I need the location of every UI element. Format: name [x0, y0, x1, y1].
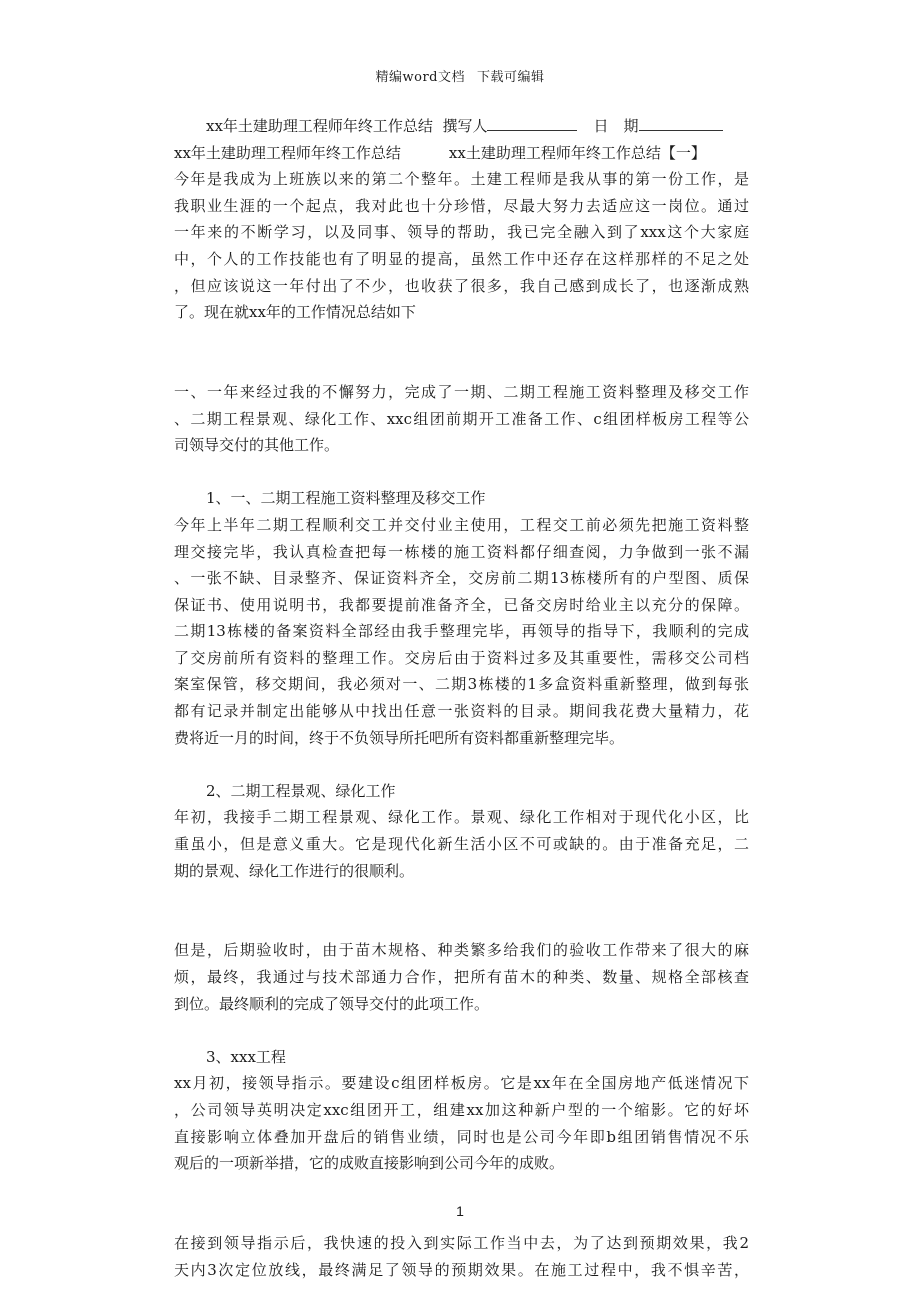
text-line: 烦，最终，我通过与技术部通力合作，把所有苗木的种类、数量、规格全部核查 — [174, 968, 749, 986]
text-line: 今年上半年二期工程顺利交工并交付业主使用，工程交工前必须先把施工资料整 — [174, 515, 749, 534]
text-line: ，公司领导英明决定xxc组团开工，组建xx加这种新户型的一个缩影。它的好坏 — [174, 1100, 749, 1119]
text-line: xx月初，接领导指示。要建设c组团样板房。它是xx年在全国房地产低迷情况下 — [174, 1074, 749, 1093]
text-line: 费将近一月的时间，终于不负领导所托吧所有资料都重新整理完毕。 — [174, 728, 625, 747]
text-line: 一年来的不断学习，以及同事、领导的帮助，我已完全融入到了xxx这个大家庭 — [174, 223, 749, 242]
text-line: 案室保管，移交期间，我必须对一、二期3栋楼的1多盒资料重新整理，做到每张 — [174, 675, 749, 694]
page-number: 1 — [456, 1203, 464, 1219]
item-2-heading: 2、二期工程景观、绿化工作 — [206, 781, 396, 800]
text-line: 直接影响立体叠加开盘后的销售业绩，同时也是公司今年即b组团销售情况不乐 — [174, 1127, 749, 1146]
text-line: 二期13栋楼的备案资料全部经由我手整理完毕，再领导的指导下，我顺利的完成 — [174, 622, 749, 641]
header-right-text: 下载可编辑 — [476, 70, 545, 85]
text-line: 一、一年来经过我的不懈努力，完成了一期、二期工程施工资料整理及移交工作 — [174, 382, 749, 401]
text-line: 司领导交付的其他工作。 — [174, 436, 340, 455]
item-2b-paragraph — [174, 937, 749, 1017]
spacer — [174, 459, 749, 486]
item-2-paragraph — [174, 804, 749, 884]
item-1-paragraph — [174, 512, 749, 751]
page-header — [0, 66, 920, 85]
subtitle-left: xx年土建助理工程师年终工作总结 — [174, 143, 401, 162]
text-line: 观后的一项新举措，它的成败直接影响到公司今年的成败。 — [174, 1154, 565, 1173]
subtitle-right: xx土建助理工程师年终工作总结【一】 — [448, 143, 706, 162]
spacer — [174, 1017, 749, 1044]
author-label: 撰写人 — [442, 117, 488, 135]
text-line: 期的景观、绿化工作进行的很顺利。 — [174, 861, 415, 880]
document-body — [174, 113, 749, 1283]
text-line: 到位。最终顺利的完成了领导交付的此项工作。 — [174, 994, 490, 1013]
text-line: 、一张不缺、目录整齐、保证资料齐全，交房前二期13栋楼所有的户型图、质保 — [174, 569, 749, 588]
spacer — [174, 326, 749, 379]
date-blank — [639, 114, 723, 131]
item-1-heading: 1、一、二期工程施工资料整理及移交工作 — [206, 489, 486, 508]
header-left-text: 精编word文档 — [375, 70, 465, 85]
intro-paragraph — [174, 166, 749, 326]
section-1-paragraph — [174, 379, 749, 459]
spacer — [174, 884, 749, 937]
subtitle-line — [174, 140, 749, 167]
text-line: 中，个人的工作技能也有了明显的提高，虽然工作中还存在这样那样的不足之处 — [174, 249, 749, 268]
document-title: xx年土建助理工程师年终工作总结 — [206, 117, 433, 135]
item-3-paragraph — [174, 1070, 749, 1176]
date-label: 日 期 — [593, 117, 639, 135]
text-line: 年初，我接手二期工程景观、绿化工作。景观、绿化工作相对于现代化小区，比 — [174, 808, 749, 827]
item-3b-paragraph — [174, 1230, 749, 1283]
text-line: 在接到领导指示后，我快速的投入到实际工作当中去，为了达到预期效果，我2 — [174, 1233, 749, 1252]
text-line: ，但应该说这一年付出了不少，也收获了很多，我自己感到成长了，也逐渐成熟 — [174, 276, 749, 295]
text-line: 今年是我成为上班族以来的第二个整年。土建工程师是我从事的第一份工作，是 — [174, 170, 749, 189]
text-line: 重虽小，但是意义重大。它是现代化新生活小区不可或缺的。由于准备充足，二 — [174, 835, 749, 854]
text-line: 了。现在就xx年的工作情况总结如下 — [174, 303, 416, 322]
text-line: 都有记录并制定出能够从中找出任意一张资料的目录。期间我花费大量精力，花 — [174, 702, 749, 721]
spacer — [174, 751, 749, 778]
text-line: 保证书、使用说明书，我都要提前准备齐全，已备交房时给业主以充分的保障。 — [174, 595, 749, 614]
author-blank — [487, 114, 577, 131]
text-line: 理交接完毕，我认真检查把每一栋楼的施工资料都仔细查阅，力争做到一张不漏 — [174, 542, 749, 561]
title-line — [174, 113, 749, 140]
text-line: 我职业生涯的一个起点，我对此也十分珍惜，尽最大努力去适应这一岗位。通过 — [174, 196, 749, 215]
text-line: 、二期工程景观、绿化工作、xxc组团前期开工准备工作、c组团样板房工程等公 — [174, 409, 749, 428]
text-line: 天内3次定位放线，最终满足了领导的预期效果。在施工过程中，我不惧辛苦， — [174, 1260, 749, 1279]
item-3-heading: 3、xxx工程 — [206, 1047, 286, 1066]
text-line: 但是，后期验收时，由于苗木规格、种类繁多给我们的验收工作带来了很大的麻 — [174, 941, 749, 960]
text-line: 了交房前所有资料的整理工作。交房后由于资料过多及其重要性，需移交公司档 — [174, 648, 749, 667]
